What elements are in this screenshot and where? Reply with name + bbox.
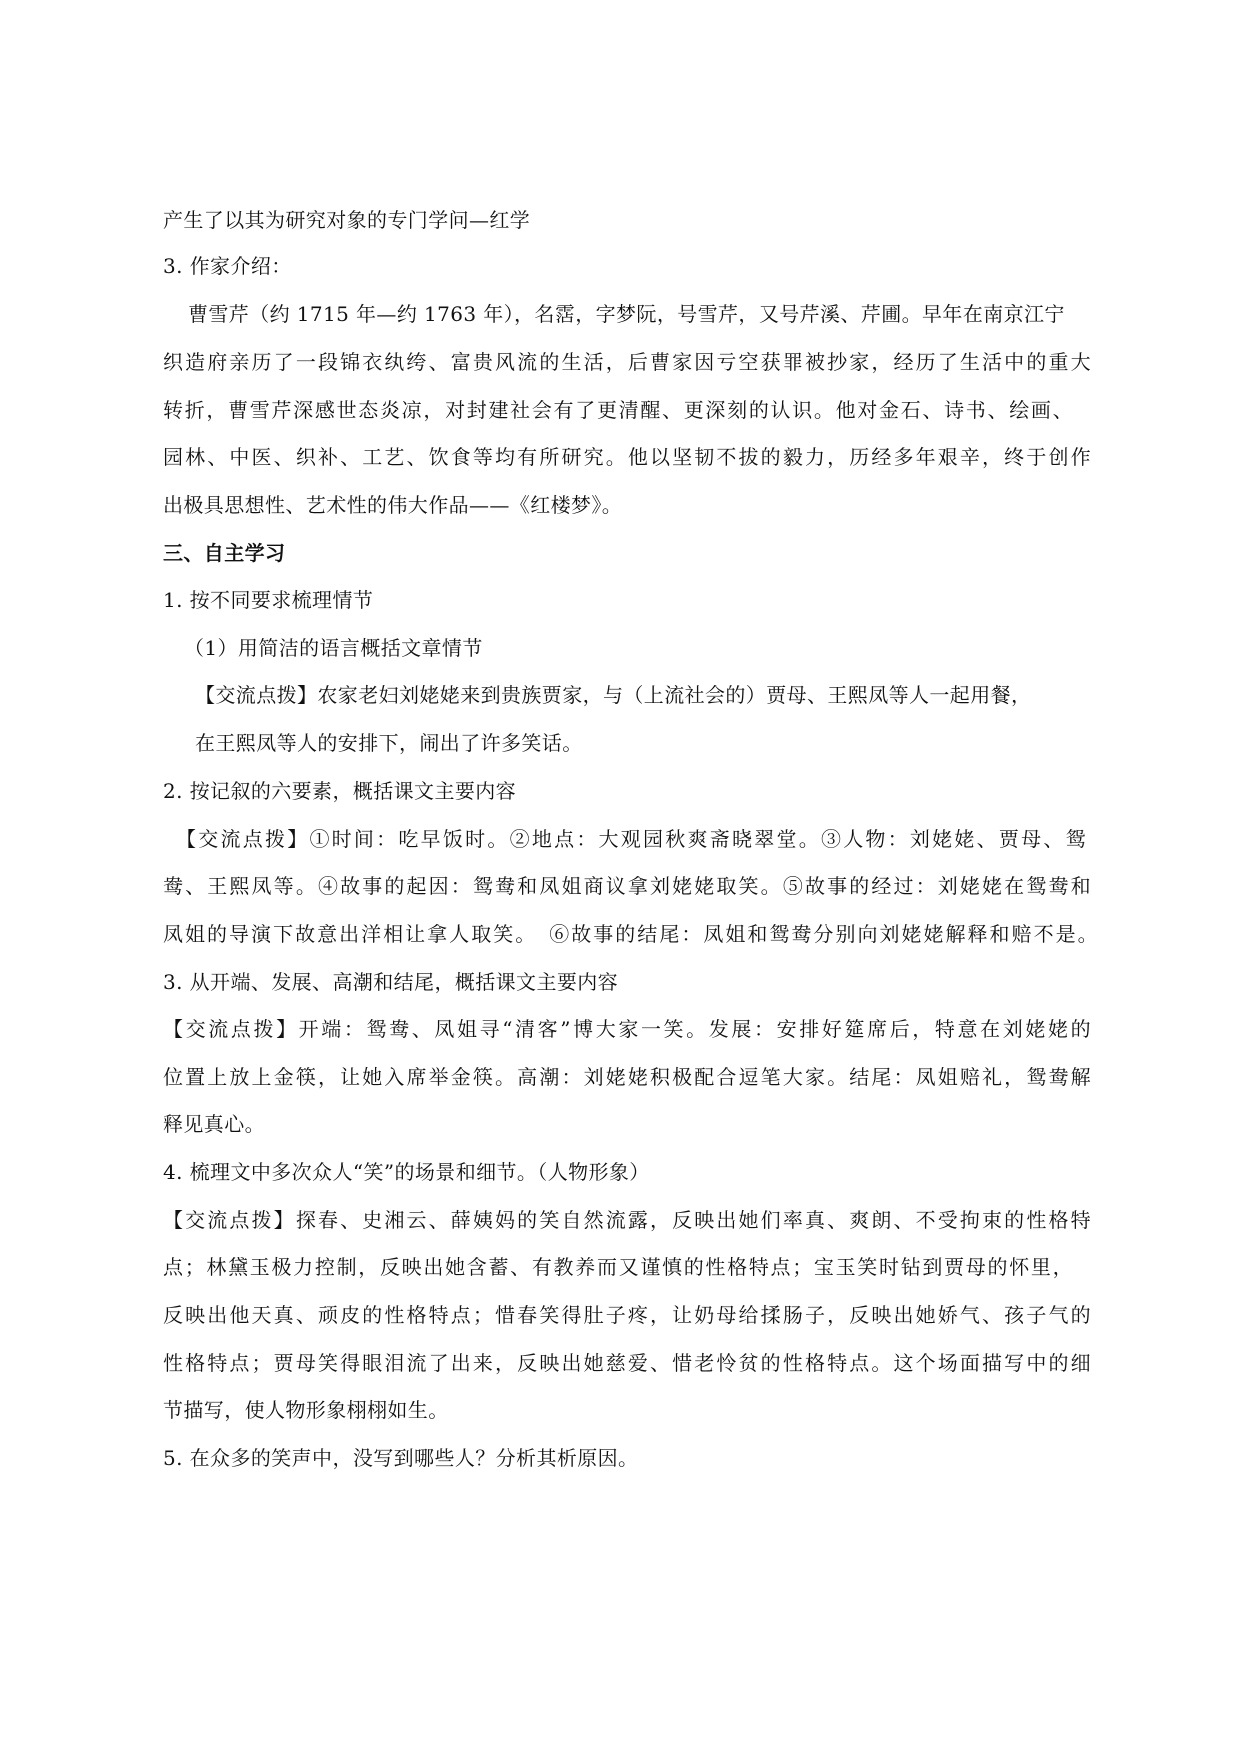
answer-line: 【交流点拨】①时间：吃早饭时。②地点：大观园秋爽斋晓翠堂。③人物：刘姥姥、贾母、鸳 [176,827,1086,851]
answer-line: 释见真心。 [163,1112,265,1136]
answer-line: 反映出他天真、顽皮的性格特点；惜春笑得肚子疼，让奶母给揉肠子，反映出她娇气、孩子气的 [163,1303,1091,1327]
section-item-heading: 4. 梳理文中多次众人“笑”的场景和细节。（人物形象） [163,1160,650,1184]
answer-line: 【交流点拨】开端：鸳鸯、凤姐寻“清客”博大家一笑。发展：安排好筵席后，特意在刘姥姥的 [163,1017,1091,1041]
paragraph-line: 出极具思想性、艺术性的伟大作品——《红楼梦》。 [163,493,623,517]
answer-line: 节描写，使人物形象栩栩如生。 [163,1398,449,1422]
section-item-heading: 5. 在众多的笑声中，没写到哪些人？分析其析原因。 [163,1446,639,1470]
answer-line: 凤姐的导演下故意出洋相让拿人取笑。 ⑥故事的结尾：凤姐和鸳鸯分别向刘姥姥解释和赔不是。 [163,922,1098,946]
text-line: 产生了以其为研究对象的专门学问—红学 [163,208,531,232]
section-item-heading: 3. 作家介绍： [163,254,292,278]
paragraph-line: 园林、中医、织补、工艺、饮食等均有所研究。他以坚韧不拔的毅力，历经多年艰辛，终于创作 [163,445,1091,469]
paragraph-line: 织造府亲历了一段锦衣纨绔、富贵风流的生活，后曹家因亏空获罪被抄家，经历了生活中的重大 [163,350,1091,374]
section-item-heading: 2. 按记叙的六要素，概括课文主要内容 [163,779,517,803]
paragraph-line: 曹雪芹（约 1715 年—约 1763 年），名霑，字梦阮，号雪芹，又号芹溪、芹圃。早年在南京江宁 [188,302,1065,326]
answer-line: 鸯、王熙凤等。④故事的起因：鸳鸯和凤姐商议拿刘姥姥取笑。⑤故事的经过：刘姥姥在鸳鸯和 [163,874,1091,898]
section-item-heading: 3. 从开端、发展、高潮和结尾，概括课文主要内容 [163,970,619,994]
subsection-heading: （1）用简洁的语言概括文章情节 [184,636,483,660]
section-heading: 三、自主学习 [163,541,286,565]
answer-line: 位置上放上金筷，让她入席举金筷。高潮：刘姥姥积极配合逗笔大家。结尾：凤姐赔礼，鸳鸯解 [163,1065,1091,1089]
answer-line: 【交流点拨】农家老妇刘姥姥来到贵族贾家，与（上流社会的）贾母、王熙凤等人一起用餐， [195,683,1032,707]
answer-line: 性格特点；贾母笑得眼泪流了出来，反映出她慈爱、惜老怜贫的性格特点。这个场面描写中的细 [163,1351,1091,1375]
section-item-heading: 1. 按不同要求梳理情节 [163,588,374,612]
answer-line: 【交流点拨】探春、史湘云、薛姨妈的笑自然流露，反映出她们率真、爽朗、不受拘束的性格特 [163,1208,1091,1232]
answer-line: 点；林黛玉极力控制，反映出她含蓄、有教养而又谨慎的性格特点；宝玉笑时钻到贾母的怀里， [163,1255,1073,1279]
answer-line: 在王熙凤等人的安排下，闹出了许多笑话。 [195,731,583,755]
paragraph-line: 转折，曹雪芹深感世态炎凉，对封建社会有了更清醒、更深刻的认识。他对金石、诗书、绘画、 [163,398,1073,422]
